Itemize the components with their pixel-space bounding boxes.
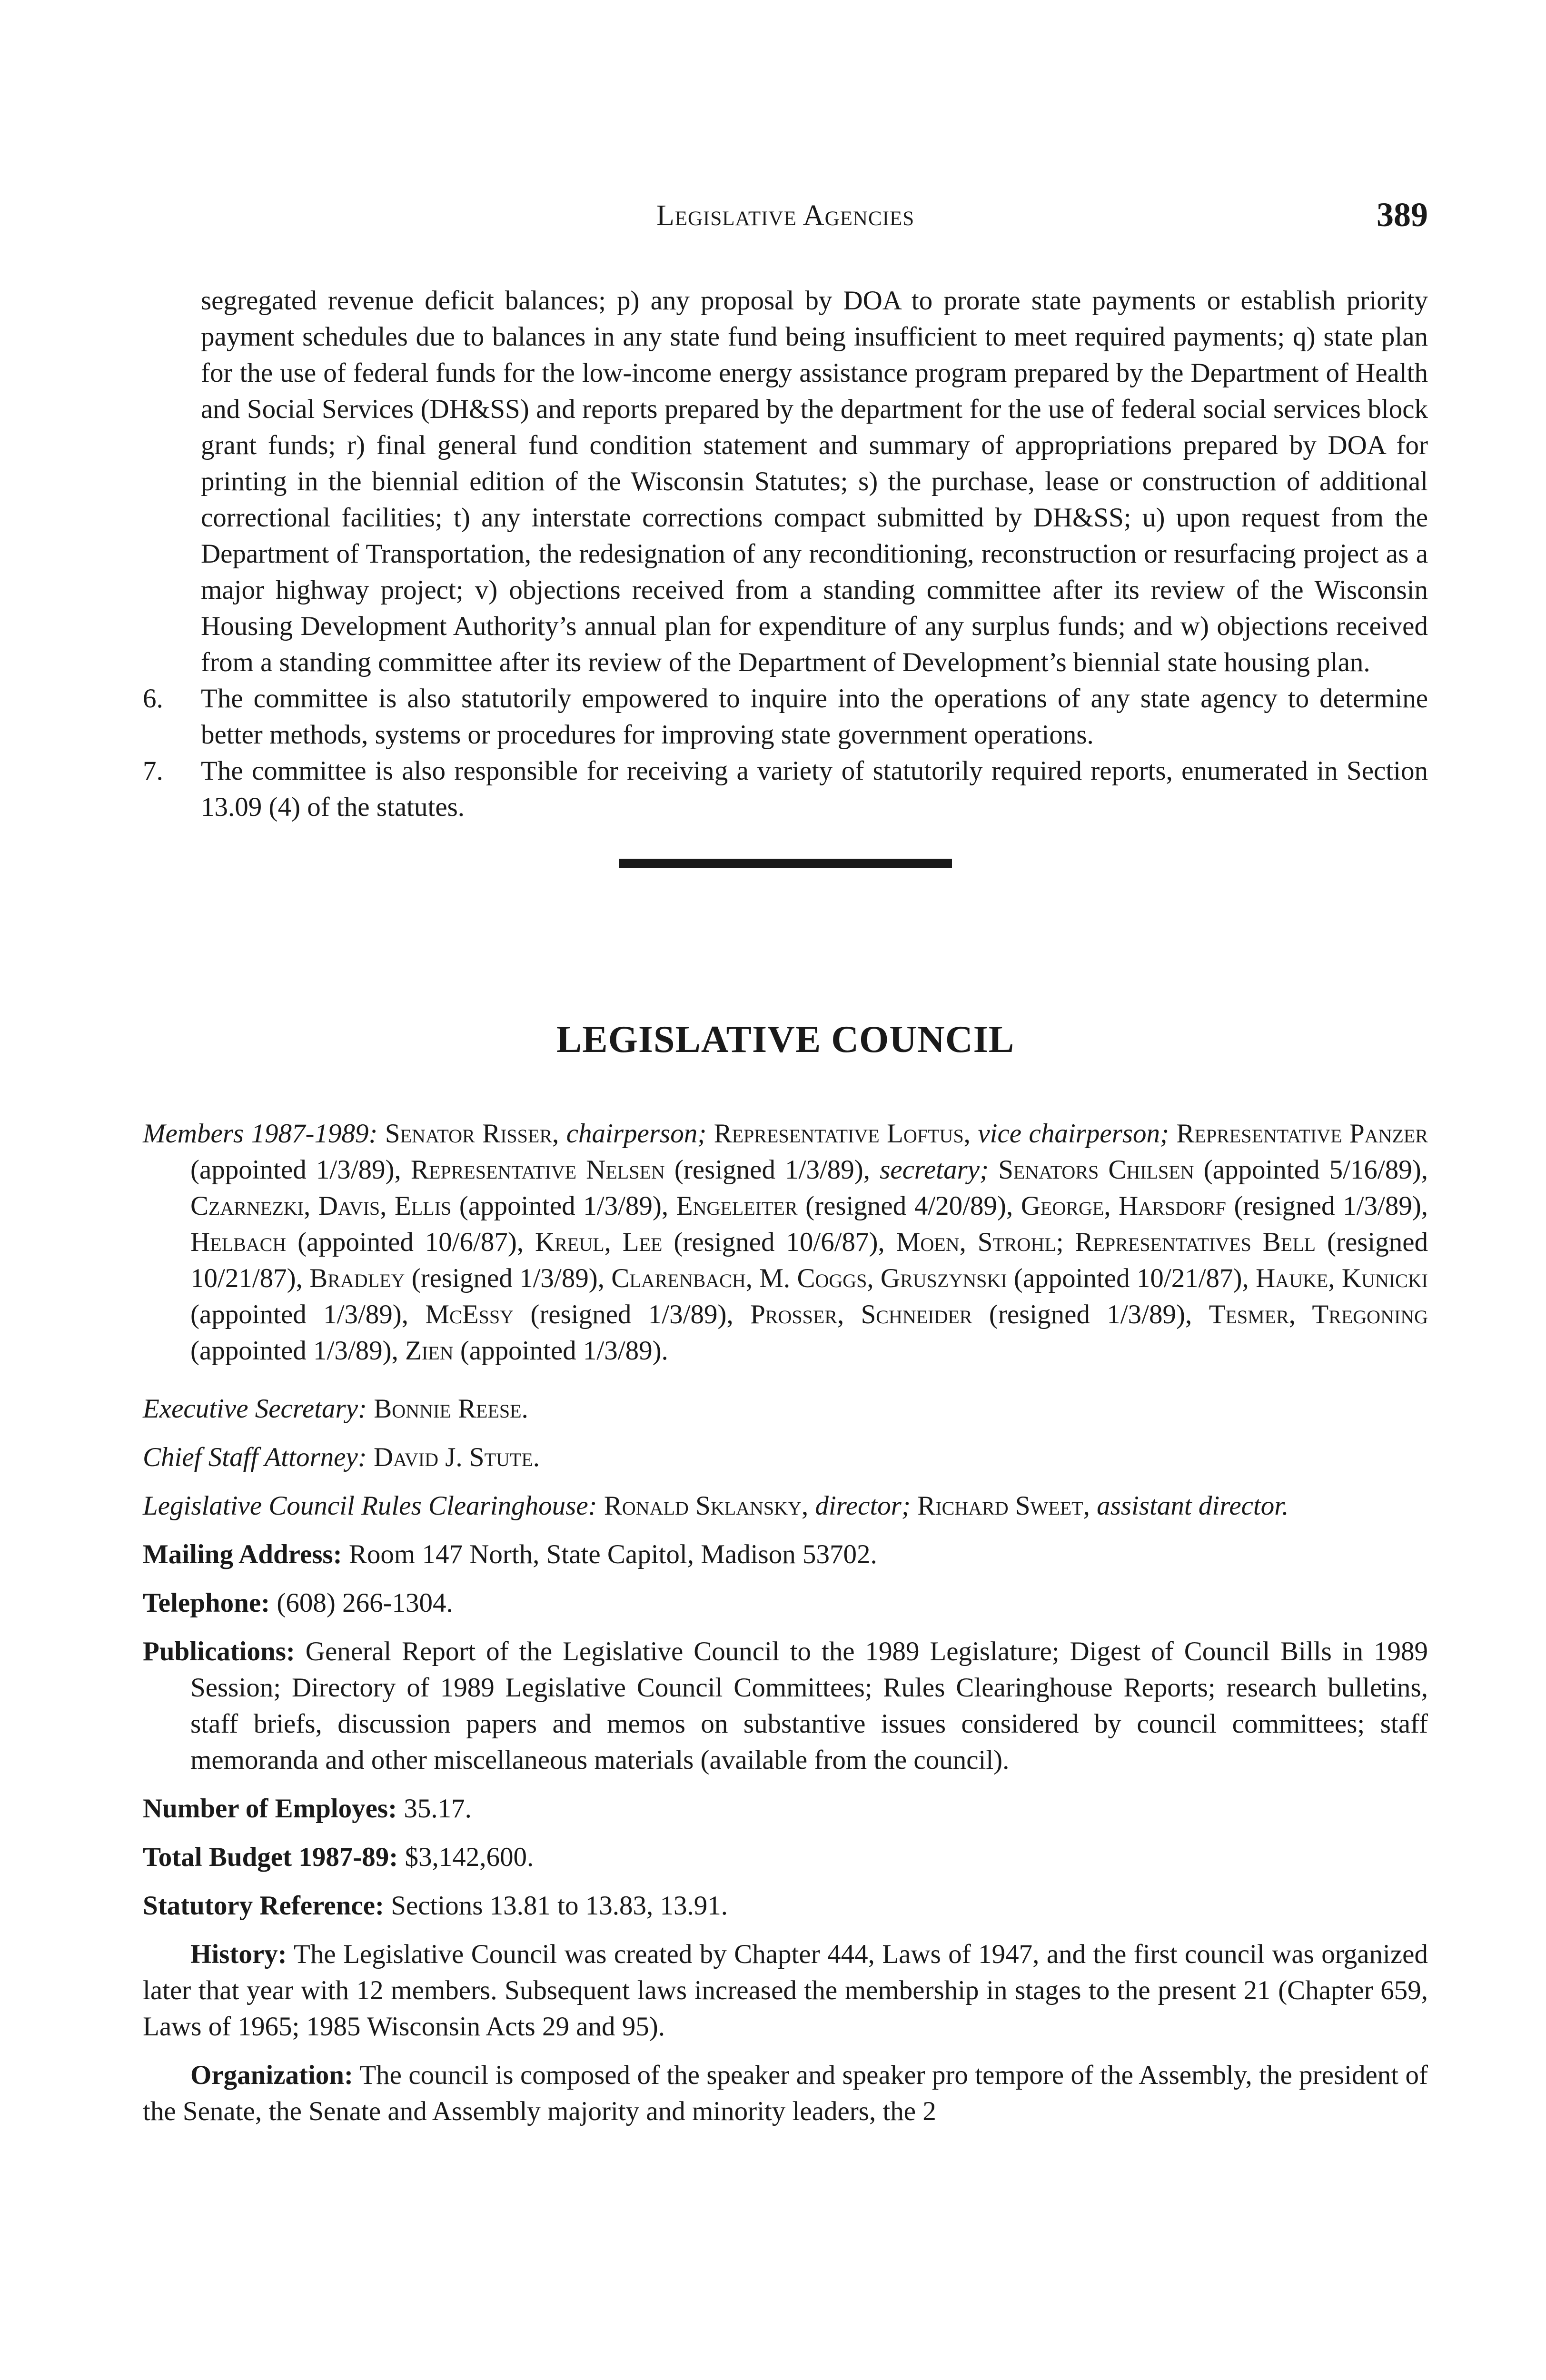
mailing-address-entry [143, 1537, 1428, 1573]
member-name: Prosser, Schneider [750, 1299, 972, 1329]
mailing-address-label: Mailing Address: [143, 1539, 342, 1569]
employees-label: Number of Employes: [143, 1794, 397, 1824]
member-note: (resigned 1/3/89), [674, 1155, 871, 1185]
executive-secretary-name: Bonnie Reese. [374, 1394, 528, 1424]
member-name: Tesmer, Tregoning [1209, 1299, 1428, 1329]
page-number: 389 [1377, 196, 1428, 234]
member-note: (appointed 1/3/89), [190, 1336, 398, 1366]
organization-text: The council is composed of the speaker and speaker pro tempore of the Assembly, the president of the Senate, the Senate and Assembly majority and minority leaders, the 2 [143, 2060, 1428, 2126]
budget-value: $3,142,600. [405, 1842, 534, 1872]
member-note: (appointed 1/3/89), [190, 1155, 401, 1185]
member-name: Kreul, Lee [535, 1227, 663, 1257]
member-note: (resigned 10/21/87), [190, 1227, 1428, 1293]
member-name: Representative Panzer [1176, 1119, 1428, 1149]
member-name: McEssy [425, 1299, 514, 1329]
publications-entry [143, 1634, 1428, 1778]
member-name: Senators Chilsen [998, 1155, 1194, 1185]
member-note: (appointed 1/3/89), [190, 1299, 409, 1329]
member-note: (resigned 1/3/89), [411, 1263, 605, 1293]
member-name: George, Harsdorf [1021, 1191, 1226, 1221]
member-role: chairperson; [566, 1119, 707, 1149]
list-item [143, 681, 1428, 753]
publications-value: General Report of the Legislative Council to the 1989 Legislature; Digest of Council Bills in 1989 Session; Directory of 1989 Legislative Council Committees; Rules Clearinghouse Reports; research bulletins, staff briefs, discussion papers and memos on substantive issues considered by council committees; staff memoranda and other miscellaneous materials (available from the council). [190, 1636, 1428, 1775]
member-note: (resigned 4/20/89), [805, 1191, 1013, 1221]
organization-label: Organization: [190, 2060, 353, 2090]
executive-secretary-label: Executive Secretary: [143, 1394, 367, 1424]
member-note: (appointed 1/3/89). [460, 1336, 668, 1366]
member-name: Representative Nelsen [410, 1155, 665, 1185]
list-item-text: The committee is also responsible for receiving a variety of statutorily required reports, enumerated in Section 13.09 (4) of the statutes. [201, 756, 1428, 822]
telephone-label: Telephone: [143, 1588, 270, 1618]
member-name: Senator Risser, [385, 1119, 559, 1149]
chief-staff-attorney-entry [143, 1439, 1428, 1476]
budget-entry [143, 1839, 1428, 1875]
member-name: Moen, Strohl; Representatives Bell [896, 1227, 1316, 1257]
list-item [143, 753, 1428, 825]
page-header [143, 196, 1428, 242]
member-note: (appointed 10/21/87), [1013, 1263, 1249, 1293]
member-note: (resigned 1/3/89), [989, 1299, 1192, 1329]
page-content [143, 283, 1428, 2142]
list-item-number: 6. [143, 684, 163, 714]
employees-entry [143, 1791, 1428, 1827]
chief-staff-attorney-name: David J. Stute. [373, 1442, 540, 1472]
publications-label: Publications: [143, 1636, 295, 1666]
clearinghouse-director-role: director; [815, 1491, 911, 1521]
member-name: Hauke, Kunicki [1256, 1263, 1428, 1293]
executive-secretary-entry [143, 1391, 1428, 1427]
statutory-reference-label: Statutory Reference: [143, 1891, 384, 1921]
statutory-reference-value: Sections 13.81 to 13.83, 13.91. [391, 1891, 728, 1921]
continued-paragraph: segregated revenue deficit balances; p) any proposal by DOA to prorate state payments or establish priority payment schedules due to balances in any state fund being insufficient to meet required payments; q) state plan for the use of federal funds for the low-income energy assistance program prepared by the Department of Health and Social Services (DH&SS) and reports prepared by the department for the use of federal social services block grant funds; r) final general fund condition statement and summary of appropriations prepared by DOA for printing in the biennial edition of the Wisconsin Statutes; s) the purchase, lease or construction of additional correctional facilities; t) any interstate corrections compact submitted by DH&SS; u) upon request from the Department of Transportation, the redesignation of any reconditioning, reconstruction or resurfacing project as a major highway project; v) objections received from a standing committee after its review of the Wisconsin Housing Development Authority’s annual plan for expenditure of any surplus funds; and w) objections received from a standing committee after its review of the Department of Development’s biennial state housing plan. [201, 286, 1428, 677]
member-note: (appointed 10/6/87), [297, 1227, 524, 1257]
member-name: Bradley [309, 1263, 405, 1293]
members-entry [143, 1116, 1428, 1369]
member-note: (appointed 1/3/89), [459, 1191, 669, 1221]
telephone-entry [143, 1585, 1428, 1621]
member-name: Czarnezki, Davis, Ellis [190, 1191, 452, 1221]
clearinghouse-assistant-name: Richard Sweet, [917, 1491, 1090, 1521]
clearinghouse-director-name: Ronald Sklansky, [604, 1491, 809, 1521]
rules-clearinghouse-label: Legislative Council Rules Clearinghouse: [143, 1491, 597, 1521]
member-name: Clarenbach, M. Coggs, Gruszynski [611, 1263, 1007, 1293]
mailing-address-value: Room 147 North, State Capitol, Madison 53702. [348, 1539, 877, 1569]
member-name: Representative Loftus, [714, 1119, 971, 1149]
history-paragraph [143, 1936, 1428, 2045]
clearinghouse-assistant-role: assistant director. [1097, 1491, 1289, 1521]
list-item-number: 7. [143, 756, 163, 786]
member-note: (resigned 10/6/87), [674, 1227, 885, 1257]
member-note: (resigned 1/3/89), [1234, 1191, 1428, 1221]
members-label: Members 1987-1989: [143, 1119, 378, 1149]
statutory-reference-entry [143, 1888, 1428, 1924]
section-title: LEGISLATIVE COUNCIL [556, 1019, 1015, 1061]
budget-label: Total Budget 1987-89: [143, 1842, 398, 1872]
employees-value: 35.17. [404, 1794, 472, 1824]
member-name: Engeleiter [676, 1191, 798, 1221]
organization-paragraph [143, 2057, 1428, 2130]
running-head: Legislative Agencies [656, 199, 915, 232]
member-note: (appointed 5/16/89), [1203, 1155, 1428, 1185]
member-note: (resigned 1/3/89), [530, 1299, 733, 1329]
chief-staff-attorney-label: Chief Staff Attorney: [143, 1442, 367, 1472]
member-name: Zien [405, 1336, 454, 1366]
telephone-value: (608) 266-1304. [277, 1588, 453, 1618]
member-role: vice chairperson; [978, 1119, 1169, 1149]
section-divider [619, 859, 952, 868]
history-text: The Legislative Council was created by Chapter 444, Laws of 1947, and the first council was organized later that year with 12 members. Subsequent laws increased the membership in stages to the present 21 (Chapter 659, Laws of 1965; 1985 Wisconsin Acts 29 and 95). [143, 1939, 1428, 2042]
list-item-text: The committee is also statutorily empowered to inquire into the operations of any state agency to determine better methods, systems or procedures for improving state government operations. [201, 684, 1428, 750]
member-role: secretary; [880, 1155, 989, 1185]
member-name: Helbach [190, 1227, 287, 1257]
history-label: History: [190, 1939, 287, 1969]
rules-clearinghouse-entry [143, 1488, 1428, 1524]
